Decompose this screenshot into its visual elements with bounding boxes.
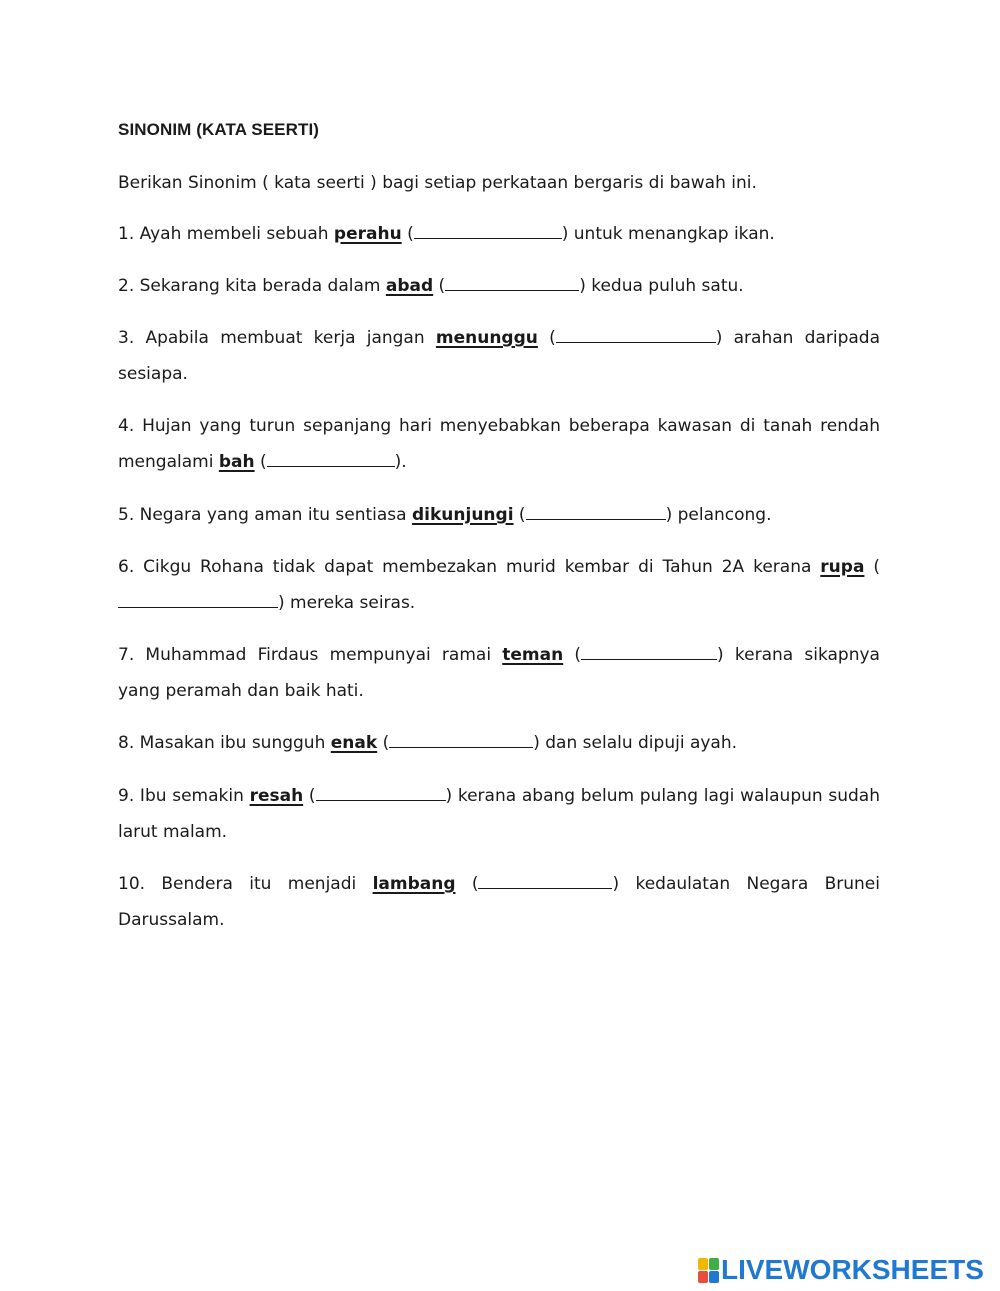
question-text-before: 9. Ibu semakin [118,786,250,806]
answer-blank-1[interactable] [414,220,562,239]
open-paren: ( [433,276,446,296]
question-text-before: 7. Muhammad Firdaus mempunyai ramai [118,645,503,665]
keyword: teman [502,645,564,665]
question-text-before: 3. Apabila membuat kerja jangan [118,328,436,348]
question-text-after: ). [394,452,407,472]
answer-blank-7[interactable] [581,641,717,660]
question-9 [118,778,880,850]
question-text-after: ) dan selalu dipuji ayah. [533,733,738,753]
logo-text: LIVEWORKSHEETS [721,1254,984,1285]
answer-blank-9[interactable] [316,782,446,801]
question-text-after: ) kerana sikapnya yang peramah dan baik hati. [118,645,880,701]
open-paren: ( [303,786,316,806]
open-paren: ( [864,557,880,577]
question-text-before: 2. Sekarang kita berada dalam [118,276,386,296]
keyword: abad [385,276,434,296]
question-text-after: ) kerana abang belum pulang lagi walaupun sudah larut malam. [118,786,880,842]
logo-icon-block [698,1271,708,1283]
answer-blank-8[interactable] [389,729,533,748]
page-title: SINONIM (KATA SEERTI) [118,120,320,139]
question-text-after: ) kedaulatan Negara Brunei Darussalam. [118,874,880,930]
question-text-after: ) kedua puluh satu. [579,276,744,296]
question-text-after: ) arahan daripada sesiapa. [118,328,880,384]
question-5 [118,497,880,533]
open-paren: ( [537,328,556,348]
open-paren: ( [455,874,479,894]
answer-blank-6[interactable] [118,589,278,608]
instruction-text: Berikan Sinonim ( kata seerti ) bagi setiap perkataan bergaris di bawah ini. [118,173,757,193]
answer-blank-10[interactable] [478,870,612,889]
keyword: bah [218,452,255,472]
logo-icon-block [709,1271,719,1283]
liveworksheets-logo [698,1256,984,1284]
question-6 [118,549,880,621]
answer-blank-4[interactable] [267,448,395,467]
answer-blank-3[interactable] [556,324,716,343]
question-text-before: 8. Masakan ibu sungguh [118,733,331,753]
open-paren: ( [401,224,414,244]
question-text-before: 5. Negara yang aman itu sentiasa [118,505,412,525]
keyword: perahu [333,224,402,244]
question-text-after: ) untuk menangkap ikan. [561,224,775,244]
question-text-before: 1. Ayah membeli sebuah [118,224,334,244]
open-paren: ( [513,505,526,525]
answer-blank-2[interactable] [445,272,579,291]
question-text-before: 6. Cikgu Rohana tidak dapat membezakan murid kembar di Tahun 2A kerana [118,557,821,577]
open-paren: ( [254,452,267,472]
open-paren: ( [377,733,390,753]
question-text-before: 4. Hujan yang turun sepanjang hari menyebabkan beberapa kawasan di tanah rendah mengalami [118,416,880,472]
question-7 [118,637,880,709]
logo-icon [698,1258,719,1283]
question-8 [118,725,880,761]
question-text-after: ) mereka seiras. [278,593,416,613]
keyword: menunggu [435,328,538,348]
question-4 [118,408,880,480]
open-paren: ( [563,645,582,665]
logo-icon-block [698,1258,708,1270]
keyword: resah [249,786,304,806]
question-text-after: ) pelancong. [665,505,772,525]
question-text-before: 10. Bendera itu menjadi [118,874,373,894]
keyword: dikunjungi [411,505,514,525]
question-10 [118,866,880,938]
logo-icon-block [709,1258,719,1270]
question-2 [118,268,880,304]
keyword: lambang [372,874,456,894]
answer-blank-5[interactable] [526,501,666,520]
keyword: enak [330,733,378,753]
keyword: rupa [820,557,865,577]
question-1 [118,216,880,252]
question-3 [118,320,880,392]
